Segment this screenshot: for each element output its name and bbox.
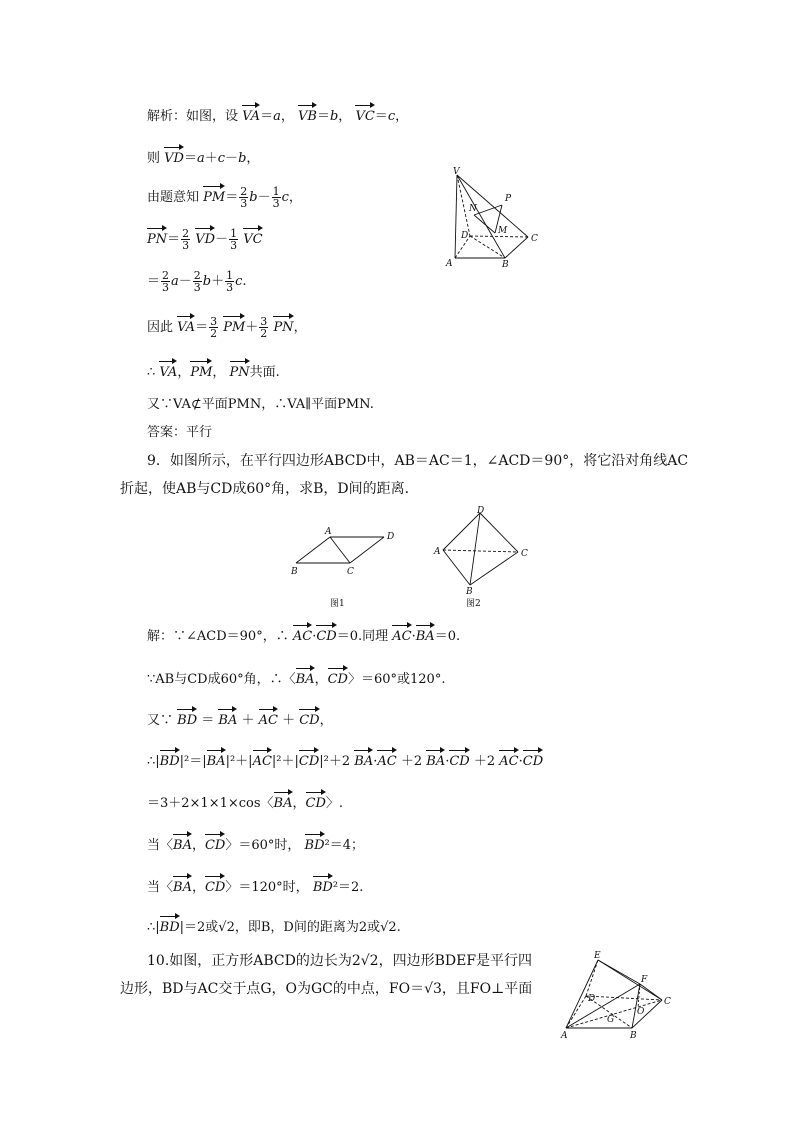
svg-text:O: O [637, 1007, 645, 1017]
q10-line-1: 10.如图，正方形ABCD的边长为2√2，四边形BDEF是平行四 [147, 953, 533, 969]
q10-figure [558, 948, 678, 1043]
label-P: P [505, 194, 512, 204]
q9-line-1: 9．如图所示，在平行四边形ABCD中，AB＝AC＝1，∠ACD＝90°，将它沿对角线AC [147, 453, 689, 469]
svg-text:B: B [291, 567, 298, 577]
fig1-caption: 图1 [330, 599, 345, 609]
vec-vc: VC [355, 103, 374, 125]
s9-line-6: 当〈BA，CD〉＝60°时， BD²＝4； [147, 832, 364, 854]
svg-text:D: D [588, 994, 596, 1004]
q10-line-2: 边形，BD与AC交于点G，O为GC的中点，FO＝√3，且FO⊥平面 [120, 981, 533, 997]
solution-line-7: ∴ VA，PM， PN共面. [147, 359, 280, 381]
s9-line-2: ∵AB与CD成60°角，∴〈BA，CD〉＝60°或120°. [147, 666, 445, 688]
s9-line-7: 当〈BA，CD〉＝120°时， BD²＝2. [147, 874, 363, 896]
folded-figure-2 [430, 505, 540, 615]
svg-text:A: A [561, 1031, 568, 1041]
vec-pn: PN [147, 226, 167, 248]
label-A: A [446, 259, 453, 269]
s9-line-1: 解：∵∠ACD＝90°，∴ AC·CD＝0.同理 AC·BA＝0. [147, 623, 460, 645]
s9-line-3: 又∵ BD ＝ BA ＋ AC ＋ CD， [147, 707, 333, 729]
vec-ac: AC [293, 623, 312, 645]
label-D: D [461, 231, 469, 241]
svg-text:C: C [664, 997, 671, 1007]
vec-cd: CD [316, 623, 336, 645]
solution-line-8: 又∵VA⊄平面PMN，∴VA∥平面PMN. [147, 397, 374, 412]
label-V: V [453, 167, 460, 177]
svg-text:D: D [387, 532, 395, 542]
svg-text:B: B [630, 1031, 637, 1041]
label-B: B [502, 260, 509, 270]
label-C: C [531, 234, 538, 244]
svg-text:C: C [347, 567, 354, 577]
pyramid-figure [440, 165, 540, 275]
vec-bd: BD [177, 707, 197, 729]
svg-text:C: C [521, 549, 528, 559]
s9-line-4: ∴|BD|²＝|BA|²＋|AC|²＋|CD|²＋2 BA·AC ＋2 BA·CD ＋2 AC·CD [147, 748, 543, 770]
vec-vb: VB [298, 103, 317, 125]
svg-text:A: A [434, 547, 441, 557]
solution-line-4: PN＝ $\frac{2}{3}$ VD－ $\frac{1}{3}$ VC [147, 227, 263, 252]
solution-line-2: 则 VD＝a＋c－b， [147, 145, 259, 167]
s9-line-5: ＝3＋2×1×1×cos〈BA，CD〉. [147, 790, 343, 812]
parallelogram-figure-1 [288, 525, 398, 615]
svg-text:F: F [641, 975, 648, 985]
label-M: M [498, 226, 508, 236]
solution-line-6: 因此 VA＝ $\frac{3}{2}$ PM＋ $\frac{3}{2}$ PN， [147, 315, 307, 340]
label-N: N [469, 204, 477, 214]
svg-text:A: A [325, 527, 332, 537]
answer-line: 答案：平行 [147, 425, 213, 440]
svg-text:D: D [477, 506, 485, 516]
q9-line-2: 折起，使AB与CD成60°角，求B，D间的距离． [120, 481, 419, 497]
svg-text:G: G [607, 1015, 615, 1025]
fig2-caption: 图2 [466, 599, 481, 609]
s9-line-8: ∴|BD|＝2或√2，即B，D间的距离为2或√2. [147, 914, 401, 936]
solution-line-1: 解析：如图，设 VA＝a， VB＝b， VC＝c， [147, 103, 408, 125]
vec-va: VA [242, 103, 260, 125]
solution-line-3: 由题意知 PM＝ $\frac{2}{3}$ b－ $\frac{1}{3}$ c， [147, 185, 302, 210]
vec-pm: PM [203, 184, 225, 206]
vec-vd: VD [164, 145, 184, 167]
solution-line-5: ＝ $\frac{2}{3}$ a－ $\frac{2}{3}$ b＋ $\frac{1}{3}$ c. [147, 269, 247, 294]
vec-ba: BA [416, 623, 435, 645]
svg-text:B: B [466, 587, 473, 597]
svg-text:E: E [594, 951, 601, 961]
